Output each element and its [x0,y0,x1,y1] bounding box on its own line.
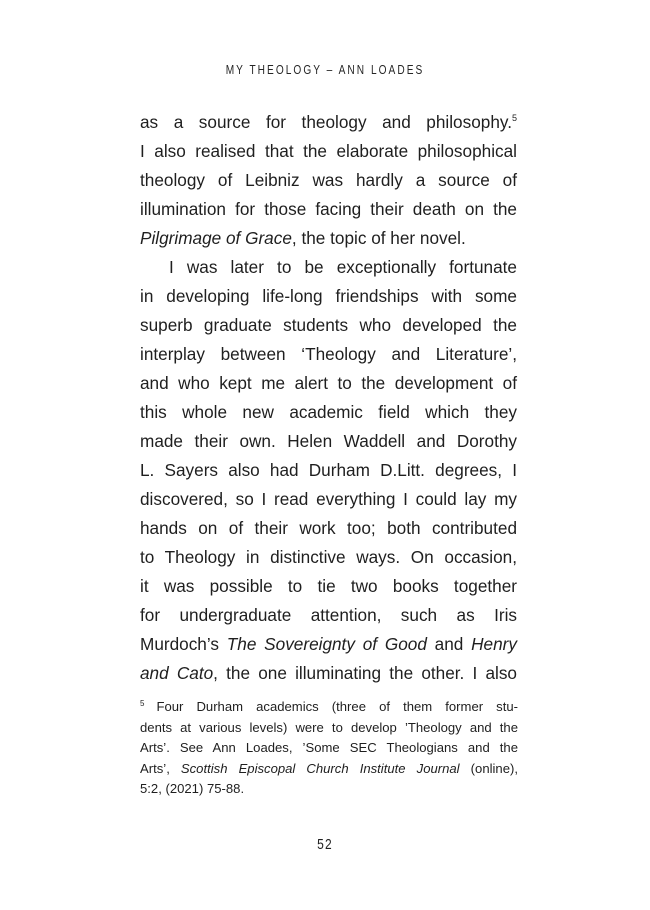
text-line: L. Sayers also had Durham D.Litt. degrees, I [140,460,517,480]
footnote-line: Arts’, Scottish Episcopal Church Institute Journal (online), [140,760,518,776]
book-title: and Cato [140,663,214,683]
page-number: 52 [317,836,333,853]
book-title: The Sovereignty of Good [226,634,427,654]
footnote-line: Arts’. See Ann Loades, ’Some SEC Theologians and the [140,740,518,756]
text-line: I was later to be exceptionally fortunate [169,257,517,277]
text-line: as a source for theology and philosophy.$^5$ [140,112,517,132]
text-line: it was possible to tie two books together [140,576,517,596]
footnote-mark: 5 [140,699,145,708]
text-line: and who kept me alert to the development of [140,373,517,393]
text-line: and Cato, the one illuminating the other. I also [140,663,517,683]
footnote [140,697,518,800]
text-line: theology of Leibniz was hardly a source of [140,170,517,190]
text-line: this whole new academic field which they [140,402,517,422]
footnote-line: 5:2, (2021) 75-88. [140,781,245,797]
footnote-line: dents at various levels) were to develop ’Theology and the [140,719,518,735]
text-line: hands on of their work too; both contributed [140,518,517,538]
footnote-line: $^5$ Four Durham academics (three of them former stu- [140,699,518,714]
text-line: discovered, so I read everything I could lay my [140,489,517,509]
text-line: Murdoch’s The Sovereignty of Good and Henry [140,634,517,654]
text-line: illumination for those facing their death on the [140,199,517,219]
text-line: made their own. Helen Waddell and Dorothy [140,431,517,451]
running-head: MY THEOLOGY – ANN LOADES [225,62,425,77]
text-line: I also realised that the elaborate philosophical [140,141,517,161]
footnote-reference: 5 [511,113,517,123]
text-line: to Theology in distinctive ways. On occasion, [140,547,517,567]
text-line: in developing life-long friendships with some [140,286,517,306]
text-line: for undergraduate attention, such as Iris [140,605,517,625]
text-line: interplay between ‘Theology and Literature’, [140,344,517,364]
journal-title: Scottish Episcopal Church Institute Journal [180,760,460,776]
novel-title: Pilgrimage of Grace [140,228,292,248]
body-text [140,108,517,688]
text-line: Pilgrimage of Grace, the topic of her novel. [140,228,466,248]
text-line: superb graduate students who developed the [140,315,517,335]
book-title: Henry [471,634,517,654]
